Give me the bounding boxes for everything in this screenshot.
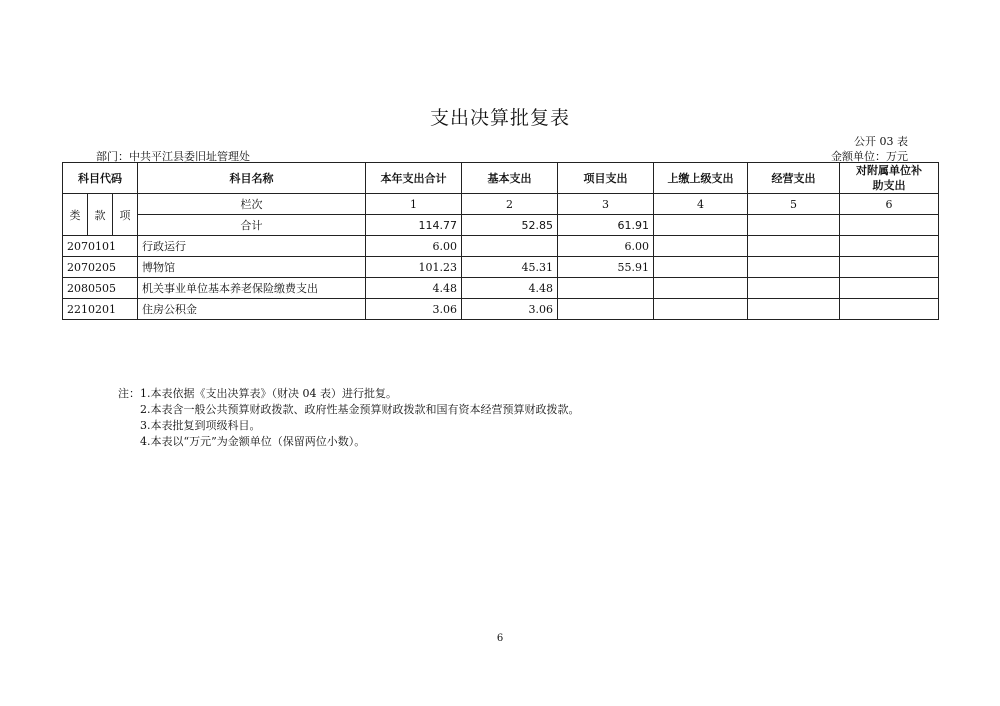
sum-value	[748, 215, 840, 236]
row-value	[654, 299, 748, 320]
row-value	[748, 278, 840, 299]
column-number: 1	[366, 194, 462, 215]
row-value: 101.23	[366, 257, 462, 278]
row-value	[654, 236, 748, 257]
row-value	[654, 257, 748, 278]
row-value: 6.00	[558, 236, 654, 257]
form-number: 公开 03 表	[854, 135, 908, 148]
table-row	[63, 299, 939, 320]
row-value	[840, 278, 939, 299]
row-code: 2070101	[63, 236, 138, 257]
row-value: 4.48	[366, 278, 462, 299]
department-label: 部门：中共平江县委旧址管理处	[96, 150, 250, 163]
row-name: 博物馆	[138, 257, 366, 278]
column-number: 2	[462, 194, 558, 215]
row-value: 45.31	[462, 257, 558, 278]
row-value	[840, 257, 939, 278]
page-number: 6	[496, 633, 504, 644]
row-code: 2070205	[63, 257, 138, 278]
notes	[118, 386, 580, 450]
row-value	[748, 236, 840, 257]
row-value	[558, 278, 654, 299]
row-value	[840, 299, 939, 320]
table-row	[63, 257, 939, 278]
row-value	[748, 257, 840, 278]
row-value: 4.48	[462, 278, 558, 299]
note-line: 2.本表含一般公共预算财政拨款、政府性基金预算财政拨款和国有资本经营预算财政拨款。	[140, 403, 580, 416]
row-name: 机关事业单位基本养老保险缴费支出	[138, 278, 366, 299]
header-kuan: 款	[88, 194, 113, 236]
header-subsidy: 对附属单位补助支出	[840, 163, 939, 194]
header-row	[63, 163, 939, 194]
sum-value: 61.91	[558, 215, 654, 236]
column-number: 5	[748, 194, 840, 215]
sum-value: 52.85	[462, 215, 558, 236]
row-value: 3.06	[462, 299, 558, 320]
column-number: 4	[654, 194, 748, 215]
table-row	[63, 278, 939, 299]
table-row	[63, 236, 939, 257]
row-code: 2080505	[63, 278, 138, 299]
column-number: 6	[840, 194, 939, 215]
expenditure-table	[62, 162, 939, 320]
amount-unit-label: 金额单位：万元	[831, 150, 908, 163]
row-code: 2210201	[63, 299, 138, 320]
sum-row	[63, 215, 939, 236]
header-upper: 上缴上级支出	[654, 163, 748, 194]
row-value	[462, 236, 558, 257]
sum-value	[654, 215, 748, 236]
header-name: 科目名称	[138, 163, 366, 194]
header-project: 项目支出	[558, 163, 654, 194]
note-line: 注：1.本表依据《支出决算表》（财决 04 表）进行批复。	[118, 387, 397, 400]
sum-value	[840, 215, 939, 236]
row-name: 行政运行	[138, 236, 366, 257]
row-value	[840, 236, 939, 257]
header-xiang: 项	[113, 194, 138, 236]
header-total: 本年支出合计	[366, 163, 462, 194]
column-number: 3	[558, 194, 654, 215]
row-value: 3.06	[366, 299, 462, 320]
sum-value: 114.77	[366, 215, 462, 236]
column-number-row	[63, 194, 939, 215]
row-value: 55.91	[558, 257, 654, 278]
row-name: 住房公积金	[138, 299, 366, 320]
page-title: 支出决算批复表	[429, 107, 570, 129]
header-business: 经营支出	[748, 163, 840, 194]
row-value	[748, 299, 840, 320]
note-line: 4.本表以“万元”为金额单位（保留两位小数）。	[140, 435, 366, 448]
note-line: 3.本表批复到项级科目。	[140, 419, 261, 432]
header-basic: 基本支出	[462, 163, 558, 194]
header-code: 科目代码	[63, 163, 138, 194]
row-value	[558, 299, 654, 320]
header-lei: 类	[63, 194, 88, 236]
column-row-label: 栏次	[138, 194, 366, 215]
row-value: 6.00	[366, 236, 462, 257]
sum-label: 合计	[138, 215, 366, 236]
row-value	[654, 278, 748, 299]
